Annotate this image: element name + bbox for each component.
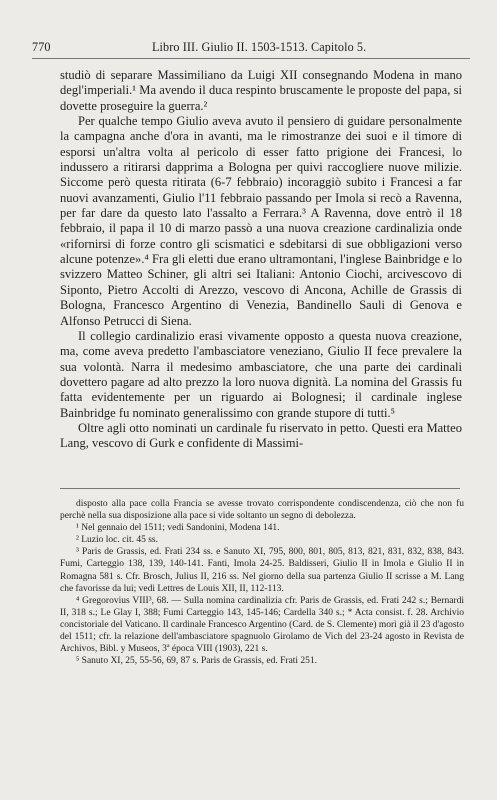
running-title: Libro III. Giulio II. 1503-1513. Capitolo 5. bbox=[152, 40, 367, 54]
paragraph: Il collegio cardinalizio erasi vivamente opposto a questa nuova creazione, ma, come aveva predetto l'ambasciatore veneziano, Giulio II fece prevalere la sua volontà. Narra il medesimo ambasciatore, che una parte dei cardinali dovettero pagare ad alto prezzo la loro nuova dignità. La nomina del Grassis fu fatta evidentemente per un riguardo ai Bolognesi; il cardinale inglese Bainbridge fu nominato generalissimo con grande stupore di tutti.⁵ bbox=[60, 328, 462, 420]
main-text bbox=[60, 68, 462, 452]
paragraph: Oltre agli otto nominati un cardinale fu riservato in petto. Questi era Matteo Lang, vescovo di Gurk e confidente di Massimi- bbox=[60, 420, 462, 451]
header-divider bbox=[32, 58, 470, 59]
footnote: ⁵ Sanuto XI, 25, 55-56, 69, 87 s. Paris de Grassis, ed. Frati 251. bbox=[76, 656, 318, 667]
page-number: 770 bbox=[32, 40, 51, 54]
footnote: ⁴ Gregorovius VIII³, 68. — Sulla nomina cardinalizia cfr. Paris de Grassis, ed. Frati 242 s.; Bernardi II, 318 s.; Le Glay I, 388; Fumi Carteggio 143, 145-146; Cardella 340 s.; * Acta consist. f. 28. Archivio concistoriale del Vaticano. Il cardinale Francesco Argentino (Card. de S. Clemente) morì già il 23 d'agosto del 1511; cfr. la relazione dell'ambasciatore spagnuolo Girolamo de Vich del 23-24 agosto in Revista de Archivos, Bibl. y Museos, 3ª época VIII (1903), 221 s. bbox=[60, 595, 464, 655]
footnote: ¹ Nel gennaio del 1511; vedi Sandonini, Modena 141. bbox=[76, 523, 280, 534]
footnote-divider bbox=[60, 488, 460, 489]
footnote: ² Luzio loc. cit. 45 ss. bbox=[76, 535, 159, 546]
footnote: disposto alla pace colla Francia se avesse trovato corrispondente condiscendenza, ciò che non fu perchè nella sua disposizione alla pace si vide soltanto un segno di debolezza. bbox=[60, 499, 464, 522]
page-header bbox=[32, 40, 470, 56]
footnotes bbox=[60, 498, 464, 667]
paragraph: studiò di separare Massimiliano da Luigi XII consegnando Modena in mano degl'imperiali.¹ Ma avendo il duca respinto bruscamente le proposte del papa, si dovette proseguire la guerra.² bbox=[60, 68, 462, 113]
footnote: ³ Paris de Grassis, ed. Frati 234 ss. e Sanuto XI, 795, 800, 801, 805, 813, 821, 831, 832, 838, 843. Fumi, Carteggio 138, 139, 140-141. Fanti, Imola 24-25. Baldisseri, Giulio II in Imola e Giulio II in Romagna 581 s. Cfr. Brosch, Julius II, 216 ss. Nel giorno della sua partenza Giulio II scrisse a M. Lang che favorisse da lui; vedi Lettres de Louis XII, II, 112-113. bbox=[60, 547, 464, 594]
paragraph: Per qualche tempo Giulio aveva avuto il pensiero di guidare personalmente la campagna anche d'ora in avanti, ma le rimostranze dei suoi e il timore di esporsi un'altra volta al pericolo di esser fatto prigione dei Francesi, lo indussero a ritirarsi dapprima a Bologna per quivi raccogliere nuove milizie. Siccome però questa ritirata (6-7 febbraio) incoraggiò subito i Francesi a far nuovi avanzamenti, Giulio l'11 febbraio passando per Imola si recò a Ravenna, per far dare da questo lato l'assalto a Ferrara.³ A Ravenna, dove entrò il 18 febbraio, il papa il 10 di marzo passò a una nuova creazione cardinalizia onde «rifornirsi di forze contro gli scismatici e sdebitarsi di sue obbligazioni verso alcune potenze».⁴ Fra gli eletti due erano ultramontani, l'inglese Bainbridge e lo svizzero Matteo Schiner, gli altri sei Italiani: Antonio Ciochi, arcivescovo di Siponto, Pietro Accolti di Arezzo, vescovo di Ancona, Achille de Grassis di Bologna, Francesco Argentino di Venezia, Bandinello Sauli di Genova e Alfonso Petrucci di Siena. bbox=[60, 114, 462, 328]
